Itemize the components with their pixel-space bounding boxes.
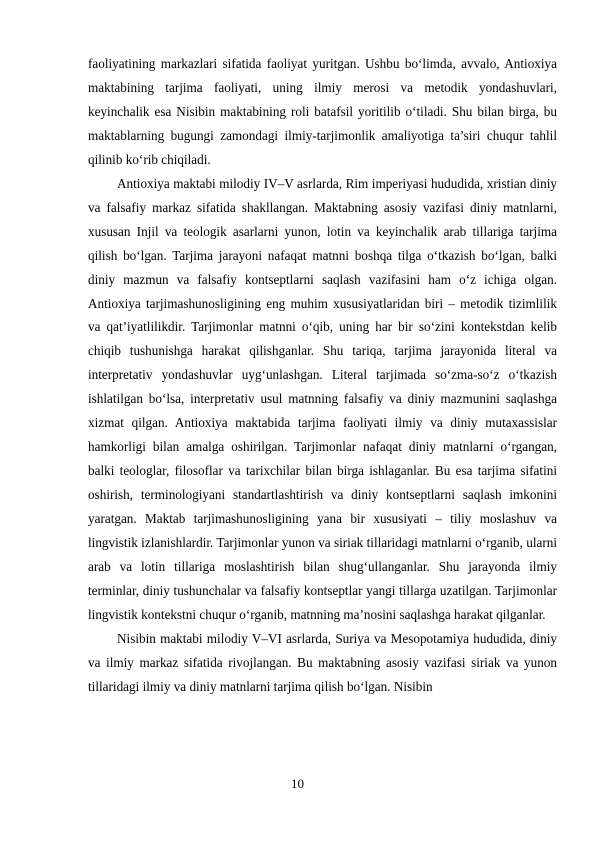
page-number: 10 (291, 776, 304, 791)
paragraph-nisibin: Nisibin maktabi milodiy V–VI asrlarda, Suriya va Mesopotamiya hududida, diniy va ilmiy markaz sifatida rivojlangan. Bu maktabning asosiy vazifasi siriak va yunon tillaridagi ilmiy va diniy matnlarni tarjima qilish bo‘lgan. Nisibin (88, 630, 557, 694)
body-text (88, 52, 557, 699)
paragraph-continuation: faoliyatining markazlari sifatida faoliyat yuritgan. Ushbu bo‘limda, avvalo, Antioxiya maktabining tarjima faoliyati, uning ilmiy merosi va metodik yondashuvlari, keyinchalik esa Nisibin maktabining roli batafsil yoritilib o‘tiladi. Shu bilan birga, bu maktablarning bugungi zamondagi ilmiy-tarjimonlik amaliyotiga ta’siri chuqur tahlil qilinib ko‘rib chiqiladi. (88, 56, 557, 167)
paragraph-antioxiya: Antioxiya maktabi milodiy IV–V asrlarda, Rim imperiyasi hududida, xristian diniy va falsafiy markaz sifatida shakllangan. Maktabning asosiy vazifasi diniy matnlarni, xususan Injil va teologik asarlarni yunon, lotin va keyinchalik arab tillariga tarjima qilish bo‘lgan. Tarjima jarayoni nafaqat matnni boshqa tilga o‘tkazish bo‘lgan, balki diniy mazmun va falsafiy kontseptlarni saqlash vazifasini ham o‘z ichiga olgan. Antioxiya tarjimashunosligining eng muhim xususiyatlaridan biri – metodik tizimlilik va qat’iyatlilikdir. Tarjimonlar matnni o‘qib, uning har bir so‘zini kontekstdan kelib chiqib tushunishga harakat qilishganlar. Shu tariqa, tarjima jarayonida literal va interpretativ yondashuvlar uyg‘unlashgan. Literal tarjimada so‘zma-so‘z o‘tkazish ishlatilgan bo‘lsa, interpretativ usul matnning falsafiy va diniy mazmunini saqlashga xizmat qilgan. Antioxiya maktabida tarjima faoliyati ilmiy va diniy mutaxassislar hamkorligi bilan amalga oshirilgan. Tarjimonlar nafaqat diniy matnlarni o‘rgangan, balki teologlar, filosoflar va tarixchilar bilan birga ishlaganlar. Bu esa tarjima sifatini oshirish, terminologiyani standartlashtirish va diniy kontseptlarni saqlash imkonini yaratgan. Maktab tarjimashunosligining yana bir xususiyati – tiliy moslashuv va lingvistik izlanishlardir. Tarjimonlar yunon va siriak tillaridagi matnlarni o‘rganib, ularni arab va lotin tillariga moslashtirish bilan shug‘ullanganlar. Shu jarayonda ilmiy terminlar, diniy tushunchalar va falsafiy kontseptlar yangi tillarga uzatilgan. Tarjimonlar lingvistik kontekstni chuqur o‘rganib, matnning ma’nosini saqlashga harakat qilganlar. (88, 175, 557, 622)
